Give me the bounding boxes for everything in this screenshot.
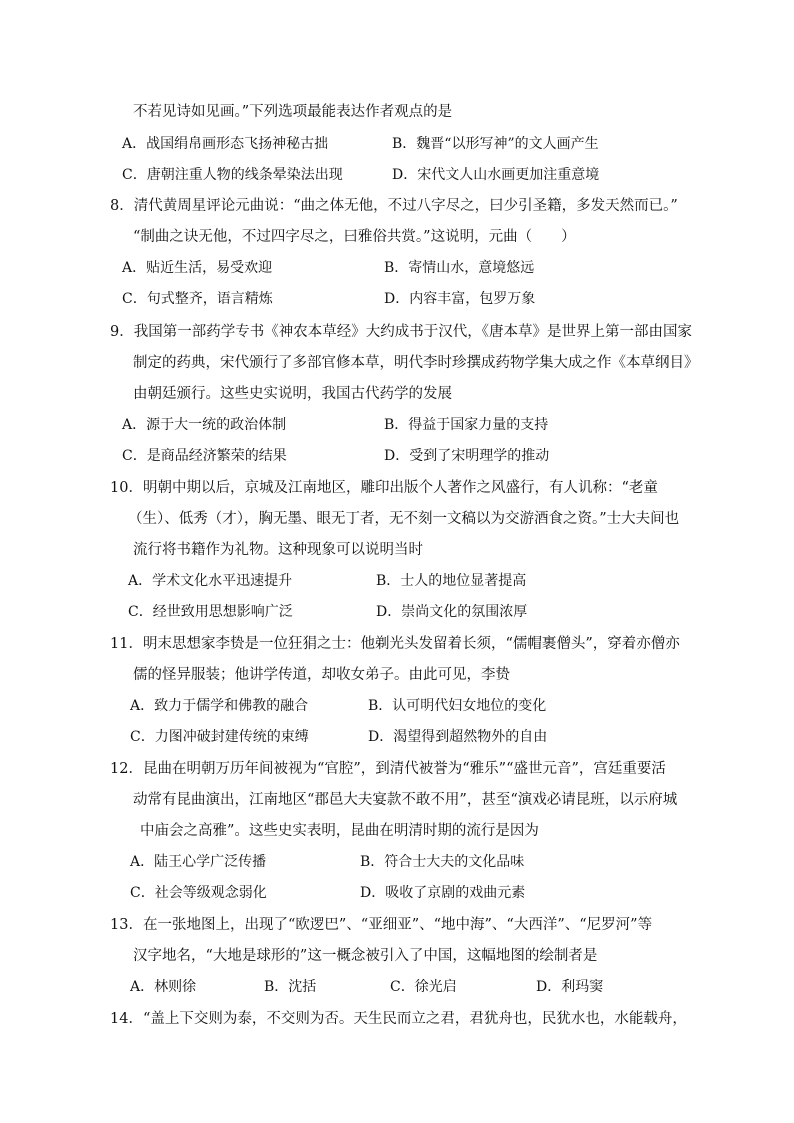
- q11-option-a: A．致力于儒学和佛教的融合: [130, 698, 309, 714]
- q13-stem-line-1: 13．在一张地图上，出现了“欧逻巴”、“亚细亚”、“地中海”、“大西洋”、“尼罗河”等: [110, 917, 653, 933]
- q13-option-a: A．林则徐: [130, 979, 197, 995]
- q10-option-a: A．学术文化水平迅速提升: [128, 573, 293, 589]
- q13-option-d: D．利玛窦: [536, 979, 604, 995]
- q9-option-c: C．是商品经济繁荣的结果: [122, 448, 287, 464]
- q9-option-a: A．源于大一统的政治体制: [122, 417, 287, 433]
- q10-option-c: C．经世致用思想影响广泛: [128, 604, 293, 620]
- q9-option-d: D．受到了宋明理学的推动: [384, 448, 550, 464]
- q14-stem-line-1: 14．“盖上下交则为泰，不交则为否。天生民而立之君，君犹舟也，民犹水也，水能载舟，: [110, 1011, 687, 1027]
- q9-stem-line-1: 9．我国第一部药学专书《神农本草经》大约成书于汉代，《唐本草》是世界上第一部由国家: [110, 324, 692, 340]
- q13-option-b: B．沈括: [264, 979, 317, 995]
- q9-stem-line-3: 由朝廷颁行。这些史实说明，我国古代药学的发展: [133, 386, 452, 402]
- q12-stem-line-2: 动常有昆曲演出，江南地区“郡邑大夫宴款不敢不用”，甚至“演戏必请昆班，以示府城: [133, 792, 678, 808]
- q9-option-b: B．得益于国家力量的支持: [384, 417, 549, 433]
- q8-option-b: B．寄情山水，意境悠远: [384, 260, 535, 276]
- q11-stem-line-2: 儒的怪异服装；他讲学传道，却收女弟子。由此可见，李贽: [133, 667, 510, 683]
- q8-option-a: A．贴近生活，易受欢迎: [122, 260, 273, 276]
- q8-stem-line-1: 8．清代黄周星评论元曲说：“曲之体无他，不过八字尽之，曰少引圣籍，多发天然而已。”: [110, 198, 678, 214]
- q10-stem-line-3: 流行将书籍作为礼物。这种现象可以说明当时: [133, 542, 423, 558]
- q12-stem-line-3: 中庙会之高雅”。这些史实表明，昆曲在明清时期的流行是因为: [140, 823, 539, 839]
- q12-option-d: D．吸收了京剧的戏曲元素: [360, 885, 526, 901]
- q12-option-a: A．陆王心学广泛传播: [130, 854, 267, 870]
- q8-option-d: D．内容丰富，包罗万象: [384, 291, 536, 307]
- q7-option-a: A．战国绢帛画形态飞扬神秘古拙: [122, 136, 329, 152]
- q12-stem-line-1: 12．昆曲在明朝万历年间被视为“官腔”，到清代被誉为“雅乐”“盛世元音”，宫廷重要活: [110, 761, 666, 777]
- q10-option-d: D．崇尚文化的氛围浓厚: [376, 604, 528, 620]
- q10-option-b: B．士人的地位显著提高: [376, 573, 527, 589]
- q11-option-c: C．力图冲破封建传统的束缚: [130, 729, 309, 745]
- q7-option-c: C．唐朝注重人物的线条晕染法出现: [122, 167, 343, 183]
- q10-stem-line-1: 10．明朝中期以后，京城及江南地区，雕印出版个人著作之风盛行，有人讥称：“老童: [110, 480, 658, 496]
- q9-stem-line-2: 制定的药典，宋代颁行了多部官修本草，明代李时珍撰成药物学集大成之作《本草纲目》: [133, 355, 699, 371]
- q12-option-c: C．社会等级观念弱化: [130, 885, 267, 901]
- q11-option-b: B．认可明代妇女地位的变化: [368, 698, 547, 714]
- q12-option-b: B．符合士大夫的文化品味: [360, 854, 525, 870]
- q13-stem-line-2: 汉字地名，“大地是球形的”这一概念被引入了中国，这幅地图的绘制者是: [133, 948, 598, 964]
- q10-stem-line-2: （生）、低秀（才），胸无墨、眼无丁者，无不刻一文稿以为交游酒食之资。”士大夫间也: [128, 511, 680, 527]
- q7-option-d: D．宋代文人山水画更加注重意境: [392, 167, 600, 183]
- q7-option-b: B．魏晋“以形写神”的文人画产生: [392, 136, 599, 152]
- q8-option-c: C．句式整齐，语言精炼: [122, 291, 273, 307]
- q13-option-c: C．徐光启: [390, 979, 457, 995]
- q8-stem-line-2: “制曲之诀无他，不过四字尽之，曰雅俗共赏。”这说明，元曲（ ）: [133, 229, 576, 245]
- q11-option-d: D．渴望得到超然物外的自由: [368, 729, 548, 745]
- q11-stem-line-1: 11．明末思想家李贽是一位狂狷之士：他剃光头发留着长须，“儒帽裹僧头”，穿着亦僧亦: [110, 636, 680, 652]
- q7-stem-line: 不若见诗如见画。”下列选项最能表达作者观点的是: [133, 104, 453, 120]
